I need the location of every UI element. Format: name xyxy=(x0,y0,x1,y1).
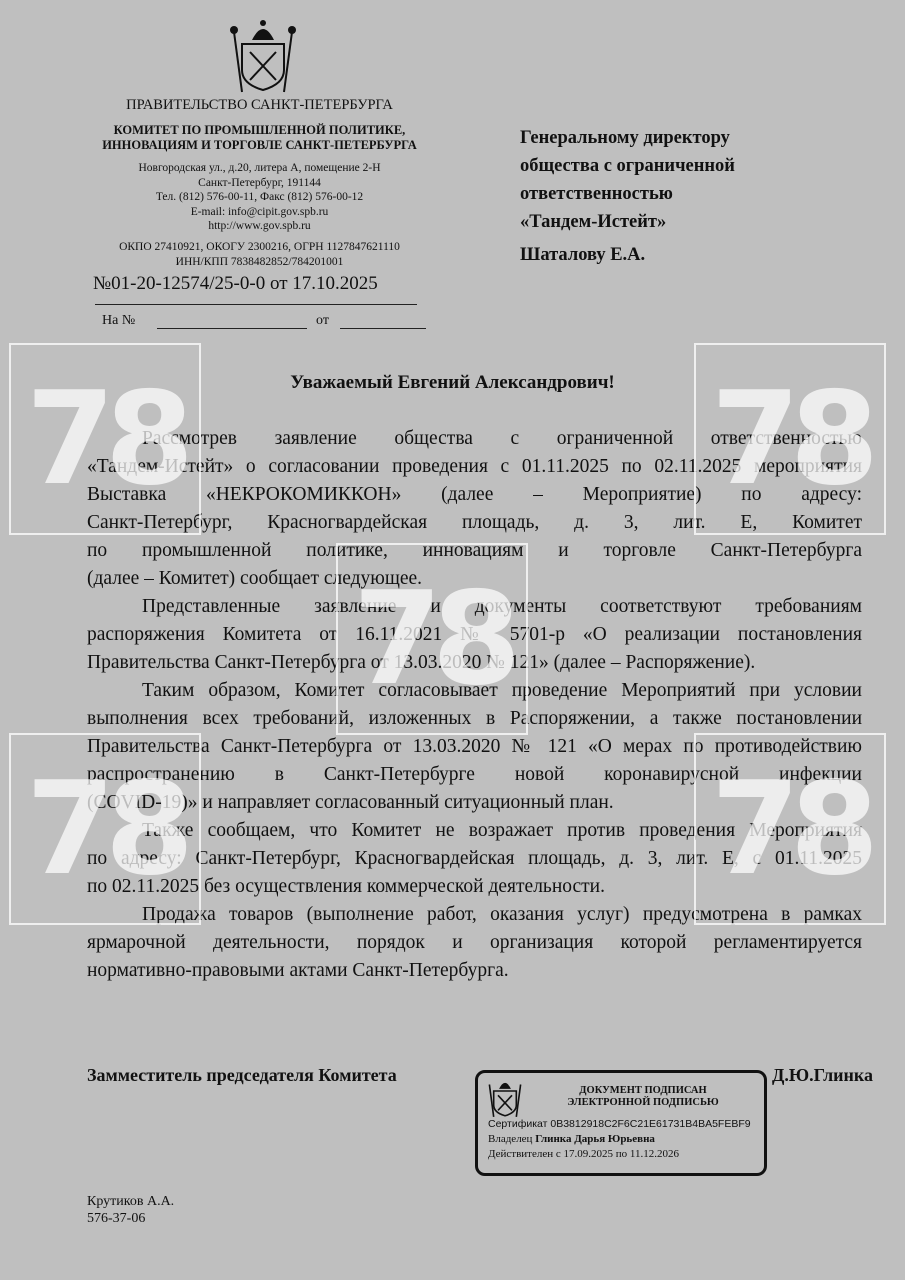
committee-line: ИННОВАЦИЯМ И ТОРГОВЛЕ САНКТ-ПЕТЕРБУРГА xyxy=(102,138,417,152)
paragraph-line: (COVID-19)» и направляет согласованный ситуационный план. xyxy=(87,792,614,813)
document-number: №01-20-12574/25-0-0 от 17.10.2025 xyxy=(93,273,378,294)
paragraph-line: Также сообщаем, что Комитет не возражает против проведения Мероприятия xyxy=(142,820,862,841)
paragraph-line: Выставка «НЕКРОКОМИККОН» (далее – Мероприятие) по адресу: xyxy=(87,484,862,505)
addressee-line: общества с ограниченной xyxy=(520,156,735,176)
addressee-name: Шаталову Е.А. xyxy=(520,245,646,265)
signatory-title: Замместитель председателя Комитета xyxy=(87,1065,397,1085)
executor-phone: 576-37-06 xyxy=(87,1211,146,1226)
certificate-validity: Действителен с 17.09.2025 по 11.12.2026 xyxy=(488,1148,679,1160)
paragraph-line: по промышленной политике, инновациям и торговле Санкт-Петербурга xyxy=(87,540,862,561)
addressee-block xyxy=(520,124,735,236)
addressee-line: ответственностью xyxy=(520,184,673,204)
paragraph-line: Правительства Санкт-Петербурга от 13.03.2020 № 121» (далее – Распоряжение). xyxy=(87,652,756,673)
paragraph-line: (далее – Комитет) сообщает следующее. xyxy=(87,568,423,589)
greeting: Уважаемый Евгений Александрович! xyxy=(290,372,615,393)
paragraph-line: выполнения всех требований, изложенных в Распоряжении, а также постановлении xyxy=(87,708,862,729)
stamp-heading-line: ДОКУМЕНТ ПОДПИСАН xyxy=(579,1085,707,1096)
paragraph-line: Представленные заявление и документы соответствуют требованиям xyxy=(142,596,862,617)
owner-label: Владелец xyxy=(488,1133,533,1145)
committee-address xyxy=(82,161,437,234)
paragraph-line: Продажа товаров (выполнение работ, оказания услуг) предусмотрена в рамках xyxy=(142,904,862,925)
paragraph-line: ярмарочной деятельности, порядок и организация которой регламентируется xyxy=(87,932,862,953)
reference-number-label: На № xyxy=(102,313,136,328)
paragraph-line: распоряжения Комитета от 16.11.2021 № 5701-р «О реализации постановления xyxy=(87,624,862,645)
electronic-signature-stamp xyxy=(475,1070,767,1176)
registration-codes xyxy=(82,240,437,269)
signatory-name: Д.Ю.Глинка xyxy=(772,1065,874,1085)
owner-name: Глинка Дарья Юрьевна xyxy=(535,1133,655,1145)
addressee-line: «Тандем-Истейт» xyxy=(520,212,667,232)
addressee-line: Генеральному директору xyxy=(520,128,730,148)
paragraph-line: нормативно-правовыми актами Санкт-Петербурга. xyxy=(87,960,509,981)
certificate-owner xyxy=(488,1133,655,1145)
paragraph-line: по адресу: Санкт-Петербург, Красногвардейская площадь, д. 3, лит. Е, с 01.11.2025 xyxy=(87,848,862,869)
stamp-heading xyxy=(538,1085,748,1109)
website-line: http://www.gov.spb.ru xyxy=(208,220,311,232)
spb-coat-of-arms-icon xyxy=(228,18,298,96)
reference-date-blank xyxy=(340,328,426,329)
phone-line: Тел. (812) 576-00-11, Факс (812) 576-00-12 xyxy=(155,191,364,203)
paragraph-line: по 02.11.2025 без осуществления коммерческой деятельности. xyxy=(87,876,605,897)
executor xyxy=(87,1193,174,1227)
codes-line: ИНН/КПП 7838482852/784201001 xyxy=(175,255,344,268)
reference-date-label: от xyxy=(316,313,329,328)
divider xyxy=(95,304,417,305)
stamp-heading-line: ЭЛЕКТРОННОЙ ПОДПИСЬЮ xyxy=(567,1097,719,1108)
coat-of-arms-icon xyxy=(486,1077,524,1119)
reference-number-blank xyxy=(157,328,307,329)
executor-name: Крутиков А.А. xyxy=(87,1194,175,1209)
address-line: Новгородская ул., д.20, литера А, помещение 2-Н xyxy=(138,162,381,174)
paragraph-line: Правительства Санкт-Петербурга от 13.03.2020 № 121 «О мерах по противодействию xyxy=(87,736,862,757)
watermark-text: 78 xyxy=(710,365,870,514)
paragraph-line: «Тандем-Истейт» о согласовании проведения с 01.11.2025 по 02.11.2025 мероприятия xyxy=(87,456,862,477)
certificate-number: Сертификат 0B3812918C2F6C21E61731B4BA5FEBF9 xyxy=(488,1118,751,1130)
letter-body xyxy=(87,425,862,985)
watermark-text: 78 xyxy=(25,755,185,904)
paragraph-line: Таким образом, Комитет согласовывает проведение Мероприятий при условии xyxy=(142,680,862,701)
watermark-text: 78 xyxy=(352,565,512,714)
committee-line: КОМИТЕТ ПО ПРОМЫШЛЕННОЙ ПОЛИТИКЕ, xyxy=(113,123,406,137)
committee-name xyxy=(82,123,437,153)
email-line: E-mail: info@cipit.gov.spb.ru xyxy=(190,205,329,218)
government-name: ПРАВИТЕЛЬСТВО САНКТ-ПЕТЕРБУРГА xyxy=(126,97,393,113)
paragraph-line: Рассмотрев заявление общества с ограниченной ответственностью xyxy=(142,428,862,449)
watermark-text: 78 xyxy=(710,755,870,904)
address-line: Санкт-Петербург, 191144 xyxy=(198,176,321,189)
paragraph-line: распространению в Санкт-Петербурге новой коронавирусной инфекции xyxy=(87,764,862,785)
watermark-text: 78 xyxy=(25,365,185,514)
codes-line: ОКПО 27410921, ОКОГУ 2300216, ОГРН 1127847621110 xyxy=(119,241,400,253)
paragraph-line: Санкт-Петербург, Красногвардейская площадь, д. 3, лит. Е, Комитет xyxy=(87,512,862,533)
